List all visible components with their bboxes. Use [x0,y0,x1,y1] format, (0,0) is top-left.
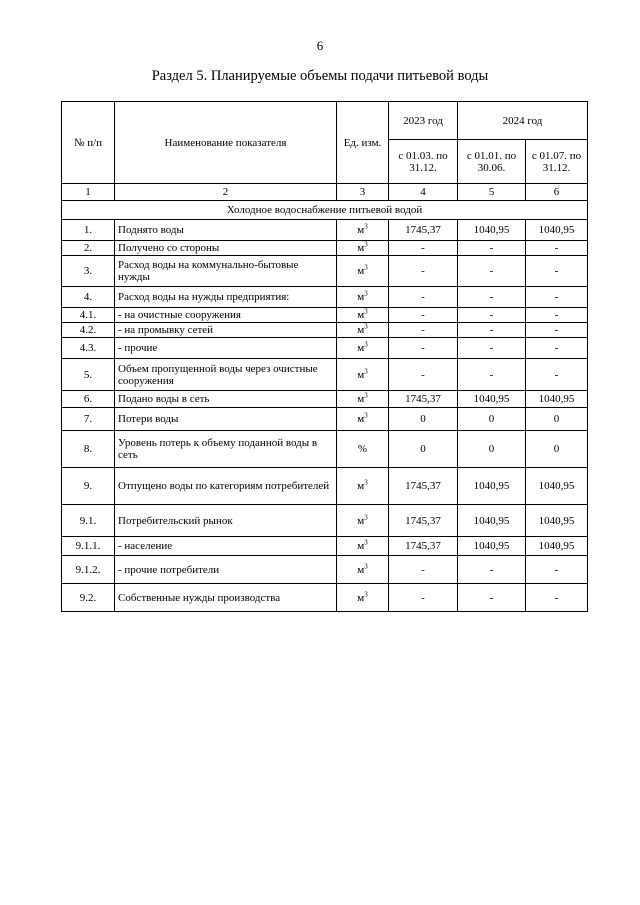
row-name: Получено со стороны [115,241,337,256]
table-row [62,241,588,256]
value-2024-h1: - [458,338,526,359]
table-row [62,391,588,408]
header-period-1: с 01.03. по 31.12. [389,140,458,184]
unit-text: м [357,291,365,303]
unit-text: м [357,368,365,381]
value-2023: 0 [389,431,458,468]
row-number: 4. [62,287,115,308]
row-unit [337,537,389,556]
unit-superscript: 3 [364,561,368,570]
header-row-top [62,102,588,140]
row-unit [337,556,389,584]
table-row [62,359,588,391]
row-number: 5. [62,359,115,391]
header-col-name: Наименование показателя [115,102,337,184]
row-name: - прочие потребители [115,556,337,584]
row-number: 4.1. [62,308,115,323]
unit-superscript: 3 [364,289,368,298]
row-number: 9.1.2. [62,556,115,584]
unit-superscript: 3 [364,538,368,547]
section-title: Раздел 5. Планируемые объемы подачи питьевой воды [151,68,489,84]
unit-superscript: 3 [364,340,368,349]
row-unit [337,256,389,287]
row-number: 9.1.1. [62,537,115,556]
value-2023: 1745,37 [389,220,458,241]
unit-text: % [357,443,368,455]
row-unit [337,468,389,505]
value-2023: - [389,584,458,612]
row-unit [337,408,389,431]
table-row [62,431,588,468]
value-2024-h1: 1040,95 [458,391,526,408]
unit-text: м [357,265,365,277]
table-row [62,287,588,308]
row-name: Потребительский рынок [115,505,337,537]
row-name: Собственные нужды производства [115,584,337,612]
value-2023: - [389,308,458,323]
unit-superscript: 3 [364,240,368,249]
table-row [62,256,588,287]
row-unit [337,338,389,359]
value-2024-h1: 0 [458,431,526,468]
row-unit [337,431,389,468]
value-2024-h1: - [458,359,526,391]
row-unit [337,308,389,323]
unit-text: м [357,242,365,254]
value-2023: 1745,37 [389,505,458,537]
water-supply-table [61,101,588,612]
table-row [62,408,588,431]
row-name: - население [115,537,337,556]
row-number: 1. [62,220,115,241]
value-2024-h2: 0 [526,431,588,468]
row-number: 9.1. [62,505,115,537]
value-2024-h1: 1040,95 [458,537,526,556]
unit-text: м [357,563,365,576]
value-2024-h2: - [526,241,588,256]
row-unit [337,241,389,256]
value-2023: - [389,241,458,256]
header-col-unit: Ед. изм. [337,102,389,184]
unit-text: м [357,342,365,354]
value-2024-h1: 1040,95 [458,505,526,537]
col-number: 5 [458,184,526,201]
unit-superscript: 3 [364,366,368,375]
row-name: Потери воды [115,408,337,431]
row-name: - на очистные сооружения [115,308,337,323]
value-2024-h2: - [526,584,588,612]
row-unit [337,220,389,241]
header-period-2: с 01.01. по 30.06. [458,140,526,184]
value-2024-h2: - [526,338,588,359]
table-row [62,338,588,359]
value-2024-h1: - [458,584,526,612]
col-number: 1 [62,184,115,201]
value-2023: - [389,287,458,308]
value-2023: - [389,338,458,359]
value-2024-h2: - [526,323,588,338]
value-2023: 1745,37 [389,391,458,408]
value-2024-h2: 1040,95 [526,391,588,408]
row-unit [337,287,389,308]
unit-superscript: 3 [364,222,368,231]
value-2023: - [389,359,458,391]
col-number: 2 [115,184,337,201]
value-2024-h2: - [526,256,588,287]
table-row [62,323,588,338]
unit-superscript: 3 [364,391,368,400]
row-name: - прочие [115,338,337,359]
row-name: Расход воды на коммунально-бытовые нужды [115,256,337,287]
unit-text: м [357,480,365,492]
row-number: 3. [62,256,115,287]
col-number: 3 [337,184,389,201]
unit-superscript: 3 [364,307,368,316]
value-2023: 1745,37 [389,537,458,556]
row-number: 2. [62,241,115,256]
value-2024-h1: - [458,241,526,256]
value-2024-h1: - [458,323,526,338]
row-name: Поднято воды [115,220,337,241]
unit-text: м [357,309,365,321]
table-row [62,468,588,505]
row-unit [337,505,389,537]
value-2024-h2: 1040,95 [526,468,588,505]
unit-text: м [357,413,365,425]
row-number: 9. [62,468,115,505]
unit-text: м [357,224,365,236]
row-number: 6. [62,391,115,408]
row-name: Уровень потерь к объему поданной воды в сеть [115,431,337,468]
table-row [62,505,588,537]
table-row [62,556,588,584]
row-unit [337,323,389,338]
value-2024-h1: - [458,287,526,308]
row-number: 4.2. [62,323,115,338]
value-2024-h2: 1040,95 [526,537,588,556]
header-year-2024: 2024 год [458,102,588,140]
unit-superscript: 3 [364,322,368,331]
value-2024-h1: 0 [458,408,526,431]
row-unit [337,391,389,408]
section-label: Холодное водоснабжение питьевой водой [62,201,588,220]
value-2024-h2: - [526,287,588,308]
unit-superscript: 3 [364,478,368,487]
unit-text: м [357,540,365,552]
row-name: Объем пропущенной воды через очистные сооружения [115,359,337,391]
value-2024-h1: - [458,308,526,323]
page-number: 6 [316,38,324,53]
unit-text: м [357,324,365,336]
row-name: - на промывку сетей [115,323,337,338]
row-unit [337,359,389,391]
unit-superscript: 3 [364,589,368,598]
table-row [62,308,588,323]
value-2024-h2: 1040,95 [526,220,588,241]
unit-text: м [357,591,365,604]
value-2024-h2: - [526,308,588,323]
table-row [62,584,588,612]
col-number: 4 [389,184,458,201]
row-name: Отпущено воды по категориям потребителей [115,468,337,505]
row-number: 7. [62,408,115,431]
value-2024-h1: 1040,95 [458,468,526,505]
col-number: 6 [526,184,588,201]
unit-text: м [357,393,365,405]
unit-text: м [357,514,365,527]
value-2023: 0 [389,408,458,431]
row-number: 4.3. [62,338,115,359]
header-period-3: с 01.07. по 31.12. [526,140,588,184]
value-2023: - [389,323,458,338]
value-2024-h2: 1040,95 [526,505,588,537]
row-name: Подано воды в сеть [115,391,337,408]
section-row [62,201,588,220]
row-name: Расход воды на нужды предприятия: [115,287,337,308]
value-2024-h1: 1040,95 [458,220,526,241]
unit-superscript: 3 [364,411,368,420]
value-2024-h2: - [526,359,588,391]
column-number-row [62,184,588,201]
value-2023: 1745,37 [389,468,458,505]
table-row [62,537,588,556]
row-number: 8. [62,431,115,468]
unit-superscript: 3 [364,263,368,272]
row-unit [337,584,389,612]
value-2024-h2: 0 [526,408,588,431]
value-2024-h1: - [458,556,526,584]
header-year-2023: 2023 год [389,102,458,140]
value-2023: - [389,256,458,287]
value-2023: - [389,556,458,584]
header-col-num: № п/п [62,102,115,184]
value-2024-h1: - [458,256,526,287]
row-number: 9.2. [62,584,115,612]
unit-superscript: 3 [364,512,368,521]
table-row [62,220,588,241]
value-2024-h2: - [526,556,588,584]
